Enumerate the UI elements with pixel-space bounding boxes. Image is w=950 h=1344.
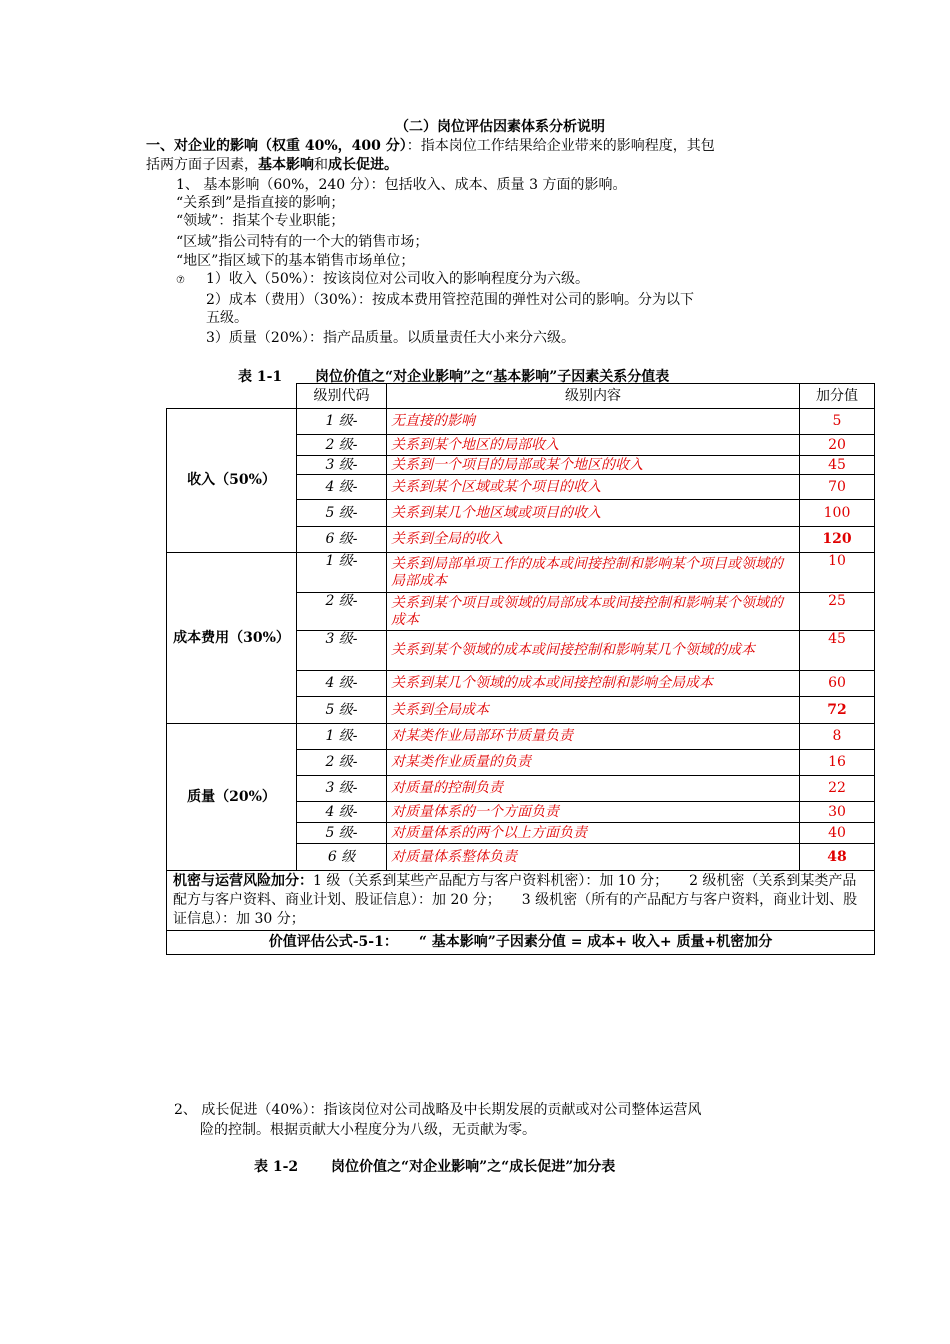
level-value: 25 <box>800 593 875 631</box>
level-code: 2 级- <box>297 435 387 456</box>
basic-impact-term: 基本影响 <box>258 157 314 173</box>
impact-text2: 括两方面子因素， <box>146 157 258 173</box>
formula-row <box>167 931 875 955</box>
level-desc: 对质量体系整体负责 <box>387 844 800 871</box>
level-code: 1 级- <box>297 409 387 435</box>
level-code: 4 级- <box>297 802 387 823</box>
confidential-row <box>167 871 875 931</box>
level-desc: 关系到某个区域或某个项目的收入 <box>387 475 800 500</box>
level-desc: 关系到全局成本 <box>387 697 800 724</box>
header-content: 级别内容 <box>387 384 800 409</box>
definition-2: “领域”：指某个专业职能； <box>176 213 345 229</box>
level-value: 10 <box>800 553 875 593</box>
level-desc: 关系到局部单项工作的成本或间接控制和影响某个项目或领域的局部成本 <box>387 553 800 593</box>
level-code: 6 级 <box>297 844 387 871</box>
level-value: 30 <box>800 802 875 823</box>
level-desc: 关系到一个项目的局部或某个地区的收入 <box>387 456 800 475</box>
level-value: 40 <box>800 823 875 844</box>
definition-3: “区域”指公司特有的一个大的销售市场； <box>176 234 429 250</box>
level-code: 1 级- <box>297 553 387 593</box>
level-code: 6 级- <box>297 527 387 553</box>
table-header-row <box>167 384 875 409</box>
definition-1: “关系到”是指直接的影响； <box>176 195 345 211</box>
impact-paragraph-line2 <box>146 156 398 174</box>
level-code: 3 级- <box>297 456 387 475</box>
item-cost-cont: 五级。 <box>206 310 248 326</box>
growth-line1: 2、 成长促进（40%）：指该岗位对公司战略及中长期发展的贡献或对公司整体运营风 <box>174 1102 702 1118</box>
header-blank <box>167 384 297 409</box>
level-value: 16 <box>800 750 875 776</box>
item-income: 1）收入（50%）：按该岗位对公司收入的影响程度分为六级。 <box>206 271 590 287</box>
level-desc: 对质量体系的两个以上方面负责 <box>387 823 800 844</box>
definition-4: “地区”指区域下的基本销售市场单位； <box>176 253 415 269</box>
level-code: 2 级- <box>297 593 387 631</box>
level-desc: 关系到某个领域的成本或间接控制和影响某几个领域的成本 <box>387 631 800 671</box>
item-cost: 2）成本（费用）（30%）：按成本费用管控范围的弹性对公司的影响。分为以下 <box>206 292 695 308</box>
level-desc: 关系到全局的收入 <box>387 527 800 553</box>
level-value: 48 <box>800 844 875 871</box>
level-desc: 关系到某几个领域的成本或间接控制和影响全局成本 <box>387 671 800 697</box>
level-value: 70 <box>800 475 875 500</box>
level-value: 20 <box>800 435 875 456</box>
level-value: 120 <box>800 527 875 553</box>
level-value: 22 <box>800 776 875 802</box>
item-quality: 3）质量（20%）：指产品质量。以质量责任大小来分六级。 <box>206 330 576 346</box>
confidential-text: 1 级（关系到某些产品配方与客户资料机密）：加 10 分； 2 级机密（关系到某类产品配方与客户资料、商业计划、股证信息）：加 20 分； 3 级机密（所有的产品配方与客户资料，商业计划、股证信息）：加 30 分； <box>173 873 858 927</box>
table-row <box>167 724 875 750</box>
level-value: 45 <box>800 456 875 475</box>
basic-impact-table <box>166 383 875 955</box>
level-value: 45 <box>800 631 875 671</box>
level-desc: 对某类作业局部环节质量负责 <box>387 724 800 750</box>
category-income: 收入（50%） <box>167 409 297 553</box>
basic-impact-line: 1、 基本影响（60%，240 分）：包括收入、成本、质量 3 方面的影响。 <box>176 177 627 193</box>
level-code: 2 级- <box>297 750 387 776</box>
level-value: 72 <box>800 697 875 724</box>
level-value: 60 <box>800 671 875 697</box>
table1-caption: 表 1-1 岗位价值之“对企业影响”之“基本影响”子因素关系分值表 <box>238 369 670 385</box>
level-desc: 对某类作业质量的负责 <box>387 750 800 776</box>
category-cost: 成本费用（30%） <box>167 553 297 724</box>
level-value: 8 <box>800 724 875 750</box>
level-code: 4 级- <box>297 671 387 697</box>
growth-line2: 险的控制。根据贡献大小程度分为八级，无贡献为零。 <box>200 1122 536 1138</box>
level-code: 5 级- <box>297 500 387 527</box>
level-code: 1 级- <box>297 724 387 750</box>
level-desc: 对质量的控制负责 <box>387 776 800 802</box>
confidential-cell <box>167 871 875 931</box>
level-value: 5 <box>800 409 875 435</box>
bullet-icon: ⑦ <box>176 275 185 286</box>
confidential-label: 机密与运营风险加分： <box>173 873 313 889</box>
table-row <box>167 409 875 435</box>
formula-cell: 价值评估公式-5-1： “ 基本影响”子因素分值 = 成本+ 收入+ 质量+机密加分 <box>167 931 875 955</box>
header-code: 级别代码 <box>297 384 387 409</box>
growth-term: 成长促进 <box>328 157 384 173</box>
table2-caption: 表 1-2 岗位价值之“对企业影响”之“成长促进”加分表 <box>254 1159 616 1175</box>
level-code: 3 级- <box>297 776 387 802</box>
and-text: 和 <box>314 157 328 173</box>
level-desc: 关系到某个项目或领域的局部成本或间接控制和影响某个领域的成本 <box>387 593 800 631</box>
level-desc: 无直接的影响 <box>387 409 800 435</box>
section-title: （二）岗位评估因素体系分析说明 <box>395 119 605 135</box>
level-desc: 关系到某几个地区域或项目的收入 <box>387 500 800 527</box>
level-code: 5 级- <box>297 697 387 724</box>
category-quality: 质量（20%） <box>167 724 297 871</box>
impact-text1: ：指本岗位工作结果给企业带来的影响程度，其包 <box>406 138 715 154</box>
level-desc: 对质量体系的一个方面负责 <box>387 802 800 823</box>
period-text: 。 <box>384 157 398 173</box>
level-code: 3 级- <box>297 631 387 671</box>
level-code: 4 级- <box>297 475 387 500</box>
level-desc: 关系到某个地区的局部收入 <box>387 435 800 456</box>
header-value: 加分值 <box>800 384 875 409</box>
level-code: 5 级- <box>297 823 387 844</box>
impact-paragraph-line1 <box>146 137 715 155</box>
level-value: 100 <box>800 500 875 527</box>
table-row <box>167 553 875 593</box>
impact-heading: 一、对企业的影响（权重 40%，400 分） <box>146 138 407 154</box>
